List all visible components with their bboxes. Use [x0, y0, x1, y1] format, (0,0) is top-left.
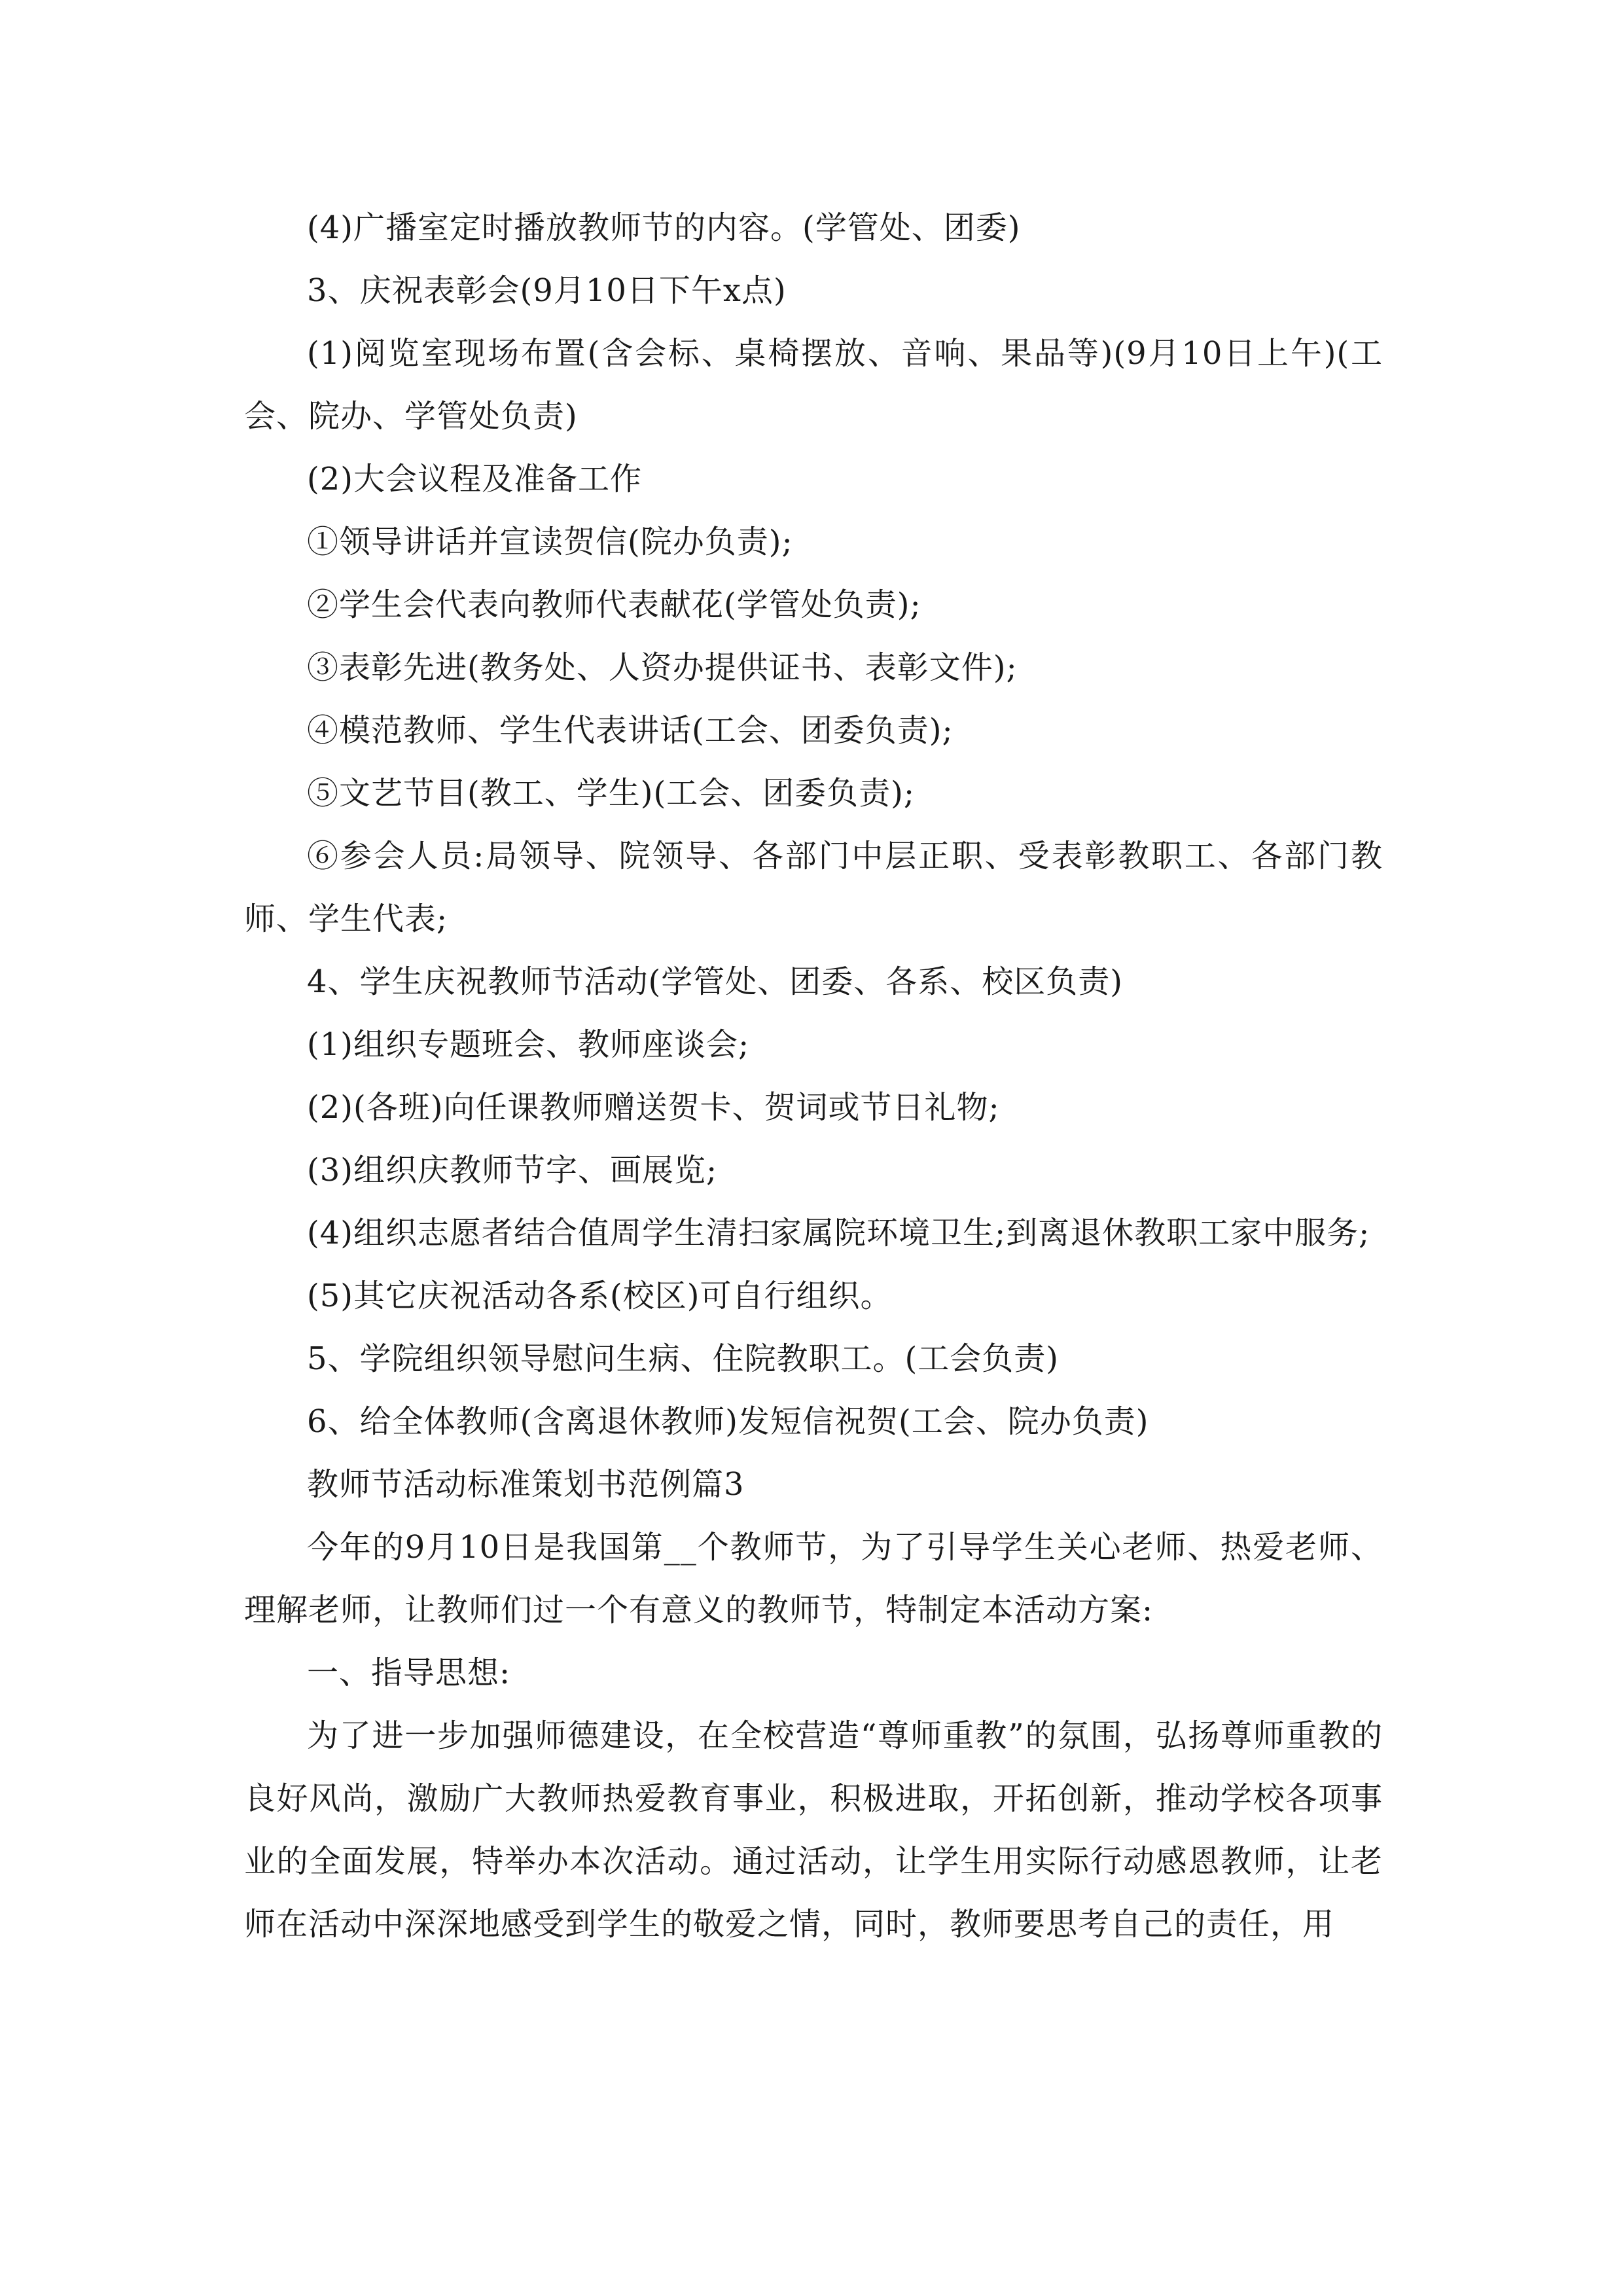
paragraph-agenda: (2)大会议程及准备工作: [307, 461, 642, 497]
paragraph-agenda-item-5: ⑤文艺节目(教工、学生)(工会、团委负责);: [307, 775, 916, 812]
paragraph-student-activity-5: (5)其它庆祝活动各系(校区)可自行组织。: [307, 1278, 893, 1314]
paragraph-agenda-item-1: ①领导讲话并宣读贺信(院办负责);: [307, 524, 793, 560]
paragraph-student-activity-1: (1)组织专题班会、教师座谈会;: [307, 1026, 750, 1063]
paragraph-broadcast: (4)广播室定时播放教师节的内容。(学管处、团委): [307, 209, 1021, 246]
paragraph-agenda-item-6: ⑥参会人员:局领导、院领导、各部门中层正职、受表彰教职工、各部门教师、学生代表;: [244, 838, 1383, 937]
section-title: 教师节活动标准策划书范例篇3: [307, 1466, 745, 1503]
paragraph-student-activity-3: (3)组织庆教师节字、画展览;: [307, 1152, 718, 1189]
paragraph-venue-setup: (1)阅览室现场布置(含会标、桌椅摆放、音响、果品等)(9月10日上午)(工会、院办、学管处负责): [244, 335, 1383, 435]
paragraph-guiding-ideology-heading: 一、指导思想:: [307, 1655, 511, 1691]
paragraph-student-activity-4: (4)组织志愿者结合值周学生清扫家属院环境卫生;到离退休教职工家中服务;: [307, 1215, 1370, 1251]
paragraph-agenda-item-2: ②学生会代表向教师代表献花(学管处负责);: [307, 586, 921, 623]
paragraph-intro: 今年的9月10日是我国第__个教师节，为了引导学生关心老师、热爱老师、理解老师，让教师们过一个有意义的教师节，特制定本活动方案:: [244, 1529, 1383, 1628]
paragraph-student-activity-2: (2)(各班)向任课教师赠送贺卡、贺词或节日礼物;: [307, 1089, 1000, 1126]
paragraph-sms-greeting: 6、给全体教师(含离退休教师)发短信祝贺(工会、院办负责): [307, 1403, 1149, 1440]
paragraph-ceremony-heading: 3、庆祝表彰会(9月10日下午x点): [307, 272, 787, 309]
paragraph-guiding-ideology: 为了进一步加强师德建设，在全校营造“尊师重教”的氛围，弘扬尊师重教的良好风尚，激励广大教师热爱教育事业，积极进取，开拓创新，推动学校各项事业的全面发展，特举办本次活动。通过活动，让学生用实际行动感恩教师，让老师在活动中深深地感受到学生的敬爱之情，同时，教师要思考自己的责任，用: [244, 1717, 1383, 1943]
paragraph-agenda-item-4: ④模范教师、学生代表讲话(工会、团委负责);: [307, 712, 954, 749]
paragraph-visit-sick: 5、学院组织领导慰问生病、住院教职工。(工会负责): [307, 1340, 1059, 1377]
paragraph-student-activities-heading: 4、学生庆祝教师节活动(学管处、团委、各系、校区负责): [307, 963, 1123, 1000]
document-body: [244, 196, 1383, 1956]
paragraph-agenda-item-3: ③表彰先进(教务处、人资办提供证书、表彰文件);: [307, 649, 1018, 686]
